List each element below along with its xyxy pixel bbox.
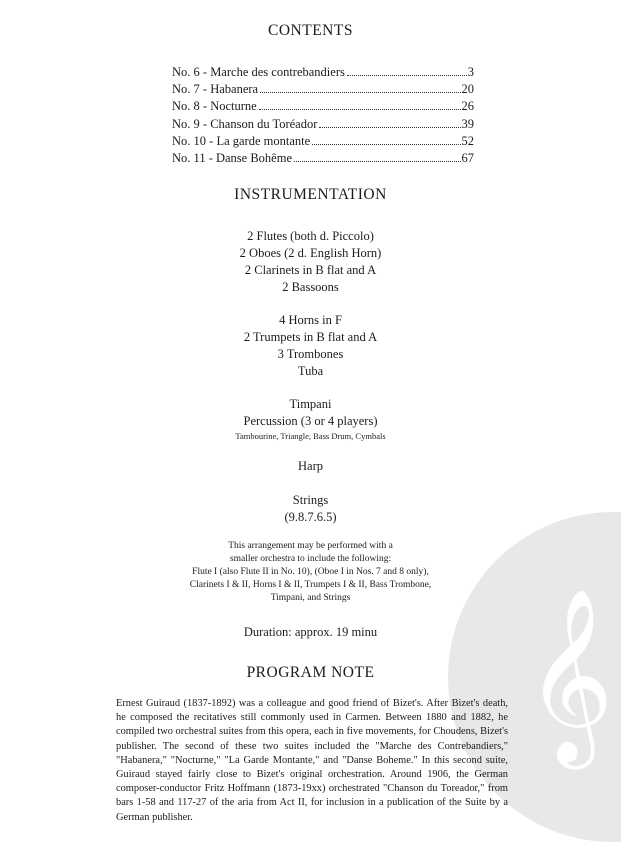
instrument-line: 4 Horns in F xyxy=(279,313,342,327)
instrument-line: 2 Flutes (both d. Piccolo) xyxy=(247,229,374,243)
percussion-detail: Tambourine, Triangle, Bass Drum, Cymbals xyxy=(235,431,386,441)
instrument-line: 2 Bassoons xyxy=(282,280,339,294)
contents-item-page: 3 xyxy=(467,65,474,79)
program-note-text: Ernest Guiraud (1837-1892) was a colleague and good friend of Bizet's. After Bizet's death, he composed the recitatives still commonly used in Carmen. Between 1880 and 1882, he compiled two orchestral suites from this opera, each in five movements, for Choudens, Bizet's publisher. The second of these two suites included the "Marche des Contrebandiers," "Habanera," "Nocturne," "La Garde Montante," and "Danse Boheme." In this second suite, Guiraud stayed fairly close to Bizet's original orchestration. Around 1906, the German composer-conductor Fritz Hoffmann (1873-19xx) orchestrated "Chanson du Toreador," from bars 1-58 and 117-27 of the aria from Act II, for inclusion in a publication of the Suite by a German publisher. xyxy=(116,698,508,823)
strings-line: Strings xyxy=(292,493,329,507)
brass-group xyxy=(0,312,621,380)
leader-dots xyxy=(294,161,461,162)
contents-item-label: No. 10 - La garde montante xyxy=(172,133,311,148)
list-item xyxy=(172,133,474,150)
leader-dots xyxy=(312,144,460,145)
instrument-line: 2 Oboes (2 d. English Horn) xyxy=(239,246,382,260)
list-item xyxy=(172,98,474,115)
leader-dots xyxy=(259,109,461,110)
leader-dots xyxy=(347,75,467,76)
list-item xyxy=(172,81,474,98)
contents-item-page: 67 xyxy=(461,151,474,166)
strings-group xyxy=(0,492,621,526)
woodwinds-group xyxy=(0,228,621,296)
arrangement-line: Flute I (also Flute II in No. 10), (Oboe I in Nos. 7 and 8 only), xyxy=(192,567,429,577)
strings-count: (9.8.7.6.5) xyxy=(284,510,337,524)
instrument-line: 3 Trombones xyxy=(277,347,344,361)
contents-item-label: No. 8 - Nocturne xyxy=(172,99,257,114)
contents-item-page: 26 xyxy=(461,99,474,114)
duration-line: Duration: approx. 19 minu xyxy=(243,625,378,639)
arrangement-note xyxy=(0,540,621,605)
leader-dots xyxy=(260,92,460,93)
contents-item-label: No. 11 - Danse Bohême xyxy=(172,151,292,166)
contents-item-page: 39 xyxy=(461,116,474,131)
arrangement-line: Timpani, and Strings xyxy=(270,593,351,603)
arrangement-line: Clarinets I & II, Horns I & II, Trumpets I & II, Bass Trombone, xyxy=(189,580,432,590)
contents-item-page: 52 xyxy=(461,133,474,148)
instrument-line: 2 Clarinets in B flat and A xyxy=(244,263,377,277)
arrangement-line: smaller orchestra to include the following: xyxy=(229,554,392,564)
list-item xyxy=(172,150,474,167)
contents-item-label: No. 7 - Habanera xyxy=(172,82,259,97)
contents-heading: CONTENTS xyxy=(268,22,353,39)
program-note-heading: PROGRAM NOTE xyxy=(246,664,375,681)
instrument-line: Tuba xyxy=(297,364,324,378)
contents-item-page: 20 xyxy=(461,82,474,97)
contents-item-label: No. 9 - Chanson du Toréador xyxy=(172,116,318,131)
percussion-group xyxy=(0,396,621,442)
percussion-line: Percussion (3 or 4 players) xyxy=(243,414,378,428)
timpani-line: Timpani xyxy=(289,397,332,411)
leader-dots xyxy=(319,127,460,128)
list-item xyxy=(172,116,474,133)
list-item xyxy=(172,64,474,81)
contents-item-label: No. 6 - Marche des contrebandiers xyxy=(172,65,345,79)
harp-line: Harp xyxy=(298,459,323,473)
instrumentation-heading: INSTRUMENTATION xyxy=(234,186,387,203)
contents-list xyxy=(172,64,474,167)
treble-clef-icon: 𝄞 xyxy=(525,588,614,762)
arrangement-line: This arrangement may be performed with a xyxy=(228,541,393,551)
instrument-line: 2 Trumpets in B flat and A xyxy=(243,330,378,344)
